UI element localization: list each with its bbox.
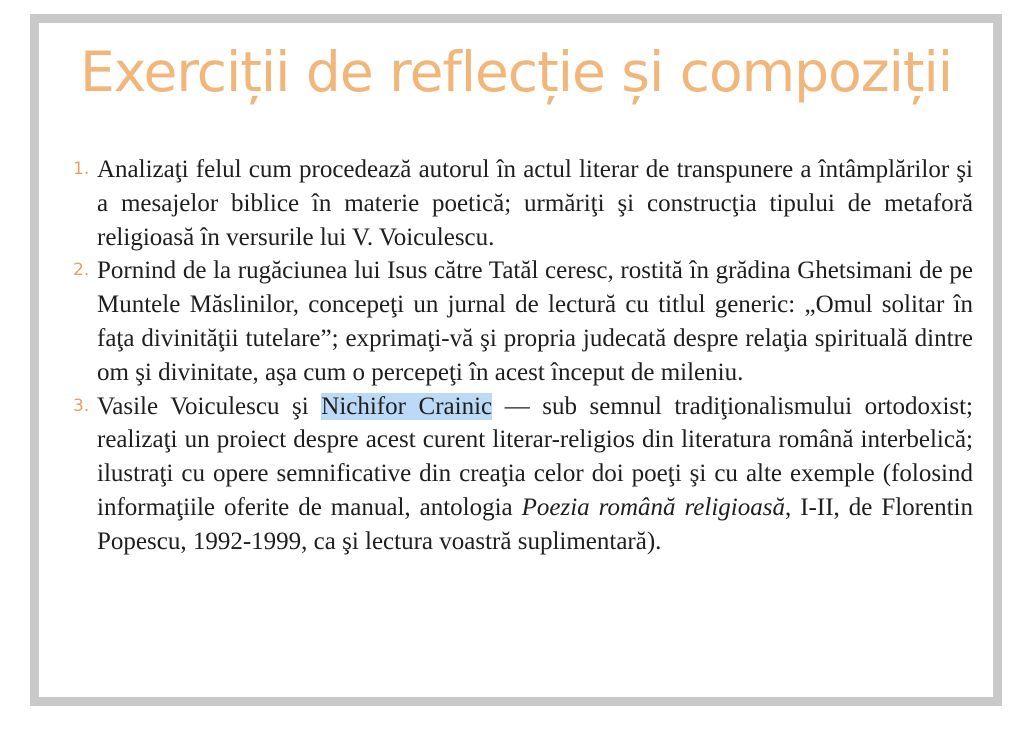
exercise-text-part[interactable]: Vasile Voiculescu şi (97, 392, 322, 420)
selected-text-highlight[interactable]: Nichifor Crainic (321, 392, 493, 420)
exercise-text-part[interactable]: — sub semnul tradiţionalismului ortodoxist; realizaţi un proiect despre acest curent literar-religios din literatura română interbelică; ilustraţi cu opere semnificative din creaţia celor doi poeţi şi cu alte exemple (folosind informaţiile oferite de manual, antologia (97, 392, 974, 521)
exercise-text[interactable]: Analizaţi felul cum procedează autorul în actul literar de transpunere a întâmplărilor şi a mesajelor biblice în materie poetică; urmăriţi şi construcţia tipului de metaforă religioasă în versurile lui V. Voiculescu. (97, 156, 973, 251)
exercise-item-2 (73, 254, 973, 389)
exercise-item-3 (73, 390, 973, 559)
exercise-number: 2. (73, 260, 90, 281)
page-title: Exerciții de reflecție și compoziții (79, 40, 953, 104)
exercise-number: 1. (73, 159, 90, 179)
exercise-item-1 (73, 153, 973, 254)
anthology-title[interactable]: Poezia română religioasă (521, 493, 785, 521)
exercise-text-part[interactable]: , I-II, de Florentin Popescu, 1992-1999, ca şi lectura voastră suplimentară). (97, 493, 973, 555)
exercise-text[interactable]: Pornind de la rugăciunea lui Isus către Tatăl ceresc, rostită în grădina Ghetsimani de pe Muntele Măslinilor, concepeţi un jurnal de lectură cu titlul generic: „Omul solitar în faţa divinităţii tutelare”; exprimaţi-vă şi propria judecată despre relaţia spirituală dintre om şi divinitate, aşa cum o percepeţi în acest început de mileniu. (97, 257, 973, 386)
exercise-list (73, 153, 973, 559)
exercise-panel (30, 14, 1002, 706)
exercise-number: 3. (73, 395, 90, 416)
